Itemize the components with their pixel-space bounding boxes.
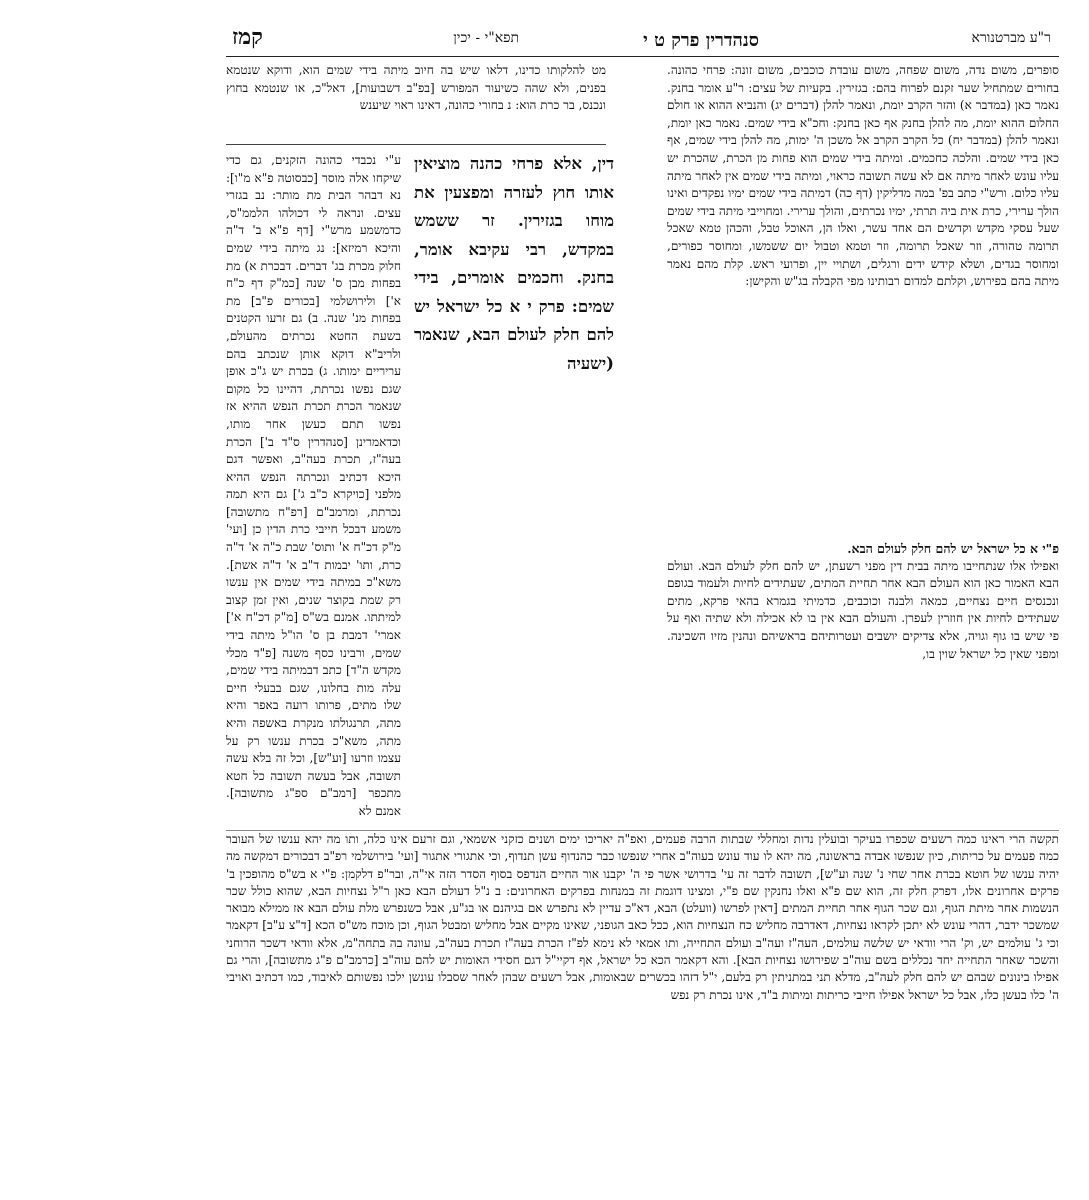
tractate-title: סנהדרין פרק ט י	[643, 30, 759, 51]
mishnah-text-block	[414, 150, 614, 373]
yachin-commentary-column	[226, 152, 401, 822]
bartenura-text: סופרים, משום נדה, משום שפחה, משום עובדת כוכבים, משום זונה: פרחי כהונה. בחורים שמתחיל שער זקנם לפרוח בהם: בגזירין. בקעיות של עצים: ר"ע אומר בחנק. נאמר כאן (במדבר א) והזר הקרב יומת, ונאמר להלן (דברים יג) והנביא ההוא או חולם החלום ההוא יומת, מה להלן בחנק אף כאן בחנק: וחכ"א בידי שמים. נאמר כאן יומת, ונאמר להלן (במדבר יח) כל הקרב הקרב אל משכן ה' ימות, מה להלן בידי שמים, אף כאן בידי שמים. והלכה כחכמים. ומיתה בידי שמים הוא פחות מן הכרת, שהכרת יש עליו עונש לאחר מיתה אם לא עשה תשובה כראוי, ומיתה בידי שמים אין לאחר מיתה עליו כלום. ורש"י כתב בפ' במה מדליקין (דף כה) דמיתה בידי שמים ימיו נפקדים ואינו הולך ערירי, כרת אית ביה תרתי, ימיו נכרתים, והולך ערירי. ומחוייבי מיתה בידי שמים שעל עסקי מקדש וקדשים הם אחד עשר, ואלו הן, האוכל טבל, והכהן טמא שאכל תרומה טהורה, וזר שאכל תרומה, וזר וטמא וטבול יום ששמשו, ומחוסר כפורים, ומחוסר בגדים, ושלא קידש ידים ורגלים, ושתויי יין, ופרועי ראש. קלת מהם נאמר מיתה בהם בפירוש, וקלתם למדום רבותינו מפי הקבלה בג"ש והקישן:	[667, 63, 1059, 289]
yachin-commentary-top	[226, 62, 606, 145]
bartenura-body: ואפילו אלו שנתחייבו מיתה בבית דין מפני רשעתן, יש להם חלק לעולם הבא. ועולם הבא האמור כאן הוא העולם הבא אחר תחיית המתים, שעתידים לחיות ולעמוד בגופם ונכנסים חיים נצחיים, כמאה ולבנה וכוכבים, כדמיתי בגמרא בהאי פרקא, מתים שעתידים לחיות אין חוזרין לעפרן. והעולם הבא אין בו לא אכילה ולא שתיה ואף על פי שיש בו גוף וגויה, אלא צדיקים יושבים ועטרותיהם בראשיהם ונהנין מזיו השכינה. ומפני שאין כל ישראל שוין בו,	[667, 558, 1059, 661]
mishnah-text: דין, אלא פרחי כהנה מוציאין אותו חוץ לעזרה ומפצעין את מוחו בגזירין. זר ששמש במקדש, רבי עקיבא אומר, בחנק. וחכמים אומרים, בידי שמים: פרק י א כל ישראל יש להם חלק לעולם הבא, שנאמר (ישעיה	[414, 154, 614, 373]
yachin-commentary-bottom	[226, 830, 1059, 1171]
commentary-name-right: ר"ע מברטנורא	[971, 30, 1051, 46]
bartenura-commentary-top	[667, 62, 1059, 532]
page-header	[226, 24, 1059, 57]
yachin-text-column: ע"י נכבדי כהונה הזקנים, גם כדי שיקחו אלה מוסר [כבסוטה פ"א מ"ו]: נא דבהר הבית מת מותר: נב בגזרי עצים. ונראה לי דכולהו הלממ"ס, כדמשמע מרש"י [דף פ"א ב' ד"ה והיכא רמיזא]: נג מיתה בידי שמים חלוק מכרת בג' דברים. דבכרת א) מת בפחות מבן ס' שנה [כמ"ק דף כ"ח א'] ולירושלמי [בכורים פ"ב] מת בפחות מנ' שנה. ב) גם זרעו הקטנים בשעת החטא נכרתים מהעולם, ולריב"א דוקא אותן שנכתב בהם עריריים ימותו. ג) בכרת יש ג"כ אופן שגם נפשו נכרתת, דהיינו כל מקום שנאמר הכרת תכרת הנפש ההיא אז נפשו תתם כעשן אחר מותו, וכדאמרינן [סנהדרין ס"ד ב'] הכרת בעה"ז, תכרת בעה"ב, ואפשר דגם היכא דכתיב ונכרתה הנפש ההיא מלפני [כויקרא כ"ב ג'] גם היא תמה נכרתת, ומרמב"ם [רפ"ח מתשובה] משמע דבכל חייבי כרת הדין כן [ועי' מ"ק דכ"ח א' ותוס' שבת כ"ה א' ד"ה כרת, ותו' יבמות ד"ב א' ד"ה אשת]. משא"כ במיתה בידי שמים אין ענשו רק שמת בקוצר שנים, ואין זמן קצוב למיתתו. אמנם בש"ס [מ"ק דכ"ח א'] אמרי' דמבת בן ס' הו"ל מיתה בידי שמים, ורבינו כסף משנה [פ"ד מכלי מקדש ה"ד] כתב דבמיתה בידי שמים, עלה מות בחלונו, שגם בבעלי חיים שלו מתים, פרותו רועה באפר והיא מתה, תרנגולתו מנקרת באשפה והיא מתה, משא"כ בכרת ענשו רק על עצמו וזרעו [וע"ש], וכל זה בלא עשה תשובה, אבל בעשה תשובה כל חטא מתכפר [רמב"ם ספ"ג מתשובה]. אמנם לא	[226, 153, 401, 818]
commentary-name-left: תפא"י - יכין	[453, 30, 519, 46]
bartenura-chapter-10	[667, 540, 1059, 830]
page-number: קמז	[232, 24, 263, 50]
yachin-text-bottom: תקשה הרי ראינו כמה רשעים שכפרו בעיקר ובועלין נדות ומחללי שבתות הרבה פעמים, ואפ"ה יאריכו ימים ושנים כזקני אשמאי, וגם זרעם אינו כלה, ותו מה יהא ענשו של העובר כמה פעמים על כריתות, כיון שנפשו אבדה בראשונה, מה יהא לו עוד עונש בעוה"ב אחרי שנפשו כבר כהנדוף עשן תנדוף, וכי אתגורי אתגור [ועי' בירושלמי רפ"ב דבכורים דמקשה מה יהיה ענשו של חוטא בכרת אחר שחי נ' שנה וע"ש], תשובה לדבר זה עי' בדרושי אשר פי ה' יקבנו אור החיים הנדפס בסוף הסדר הזה אי"ה, ובר"פ דלקמן: פ"י א בש"ס מהופכין ב' פרקים אחרונים אלו, דפרק חלק זה, הוא שם פ"א ואלו נחנקין שם פ"י, ומצינו דוגמת זה במנחות בפרקים האחרונים: ב נ"ל דעולם הבא כאן ר"ל נצחיות הבא, שהוא כולל שכר הנשמות אחר מיתת הגוף, וגם שכר הגוף אחר תחיית המתים [דאין לפרשו (וועלט) הבא, דא"כ עדיין לא נתפרש אם בגיהנם או בג"ע, אבל כשנפרש מלת עולם הבא אז ממילא מבואר שמשכר ידבר, דהרי עונש לא יתכן לקראו נצחיות, דאדרבה מחליש כח הנצחיות הוא, ככל כאב הגופני, שאינו מקיים אבל מחליש ומבטל הגוף, וכן מוכח מש"ס הכא [ד"צ ע"ב] דקאמר וכי ג' עולמים יש, וק' הרי וודאי יש שלשה עולמים, העה"ז ועה"ב ועולם התחייה, ותו אמאי לא נימא לפ"ז הכרת בעה"ז תכרת בעה"ב, עוונה בה בתחה"מ, אלא וודאי דשכר הרוחני והשכר שאחר התחייה יחד נכללים בשם עוה"ב שפירושו נצחיות הבא]. והא דקאמר הכא כל ישראל, אף דקיי"ל דגם חסידי האומות יש להם עוה"ב [כרמב"ם פ"ג מתשובה], והרי גם אפילו בינונים שבהם יש להם חלק לעה"ב, מדלא תני במתניתין רק בלעם, י"ל דזהו בכשרים שבאומות, אבל רשעים שבהן לאחר שסבלו עונשן ילכו נפשותם לאיבוד, כמו דכתיב ואויבי ה' כלו בעשן כלו, אבל כל ישראל אפילו חייבי כריתות ומיתות ב"ד, אינו נכרת רק נפש	[226, 832, 1059, 1002]
yachin-text-top: מט להלקותו כדינו, דלאו שיש בה חיוב מיתה בידי שמים הוא, ודוקא שנטמא בפנים, ולא שהה כשיעור המפורש [בפ"ב דשבועות], דאל"כ, או שנטמא בחוץ ונכנס, בר כרת הוא: נ בחורי כהונה, דאינו ראוי שיענש	[226, 63, 606, 113]
bartenura-lead: פ"י א כל ישראל יש להם חלק לעולם הבא.	[847, 541, 1059, 556]
